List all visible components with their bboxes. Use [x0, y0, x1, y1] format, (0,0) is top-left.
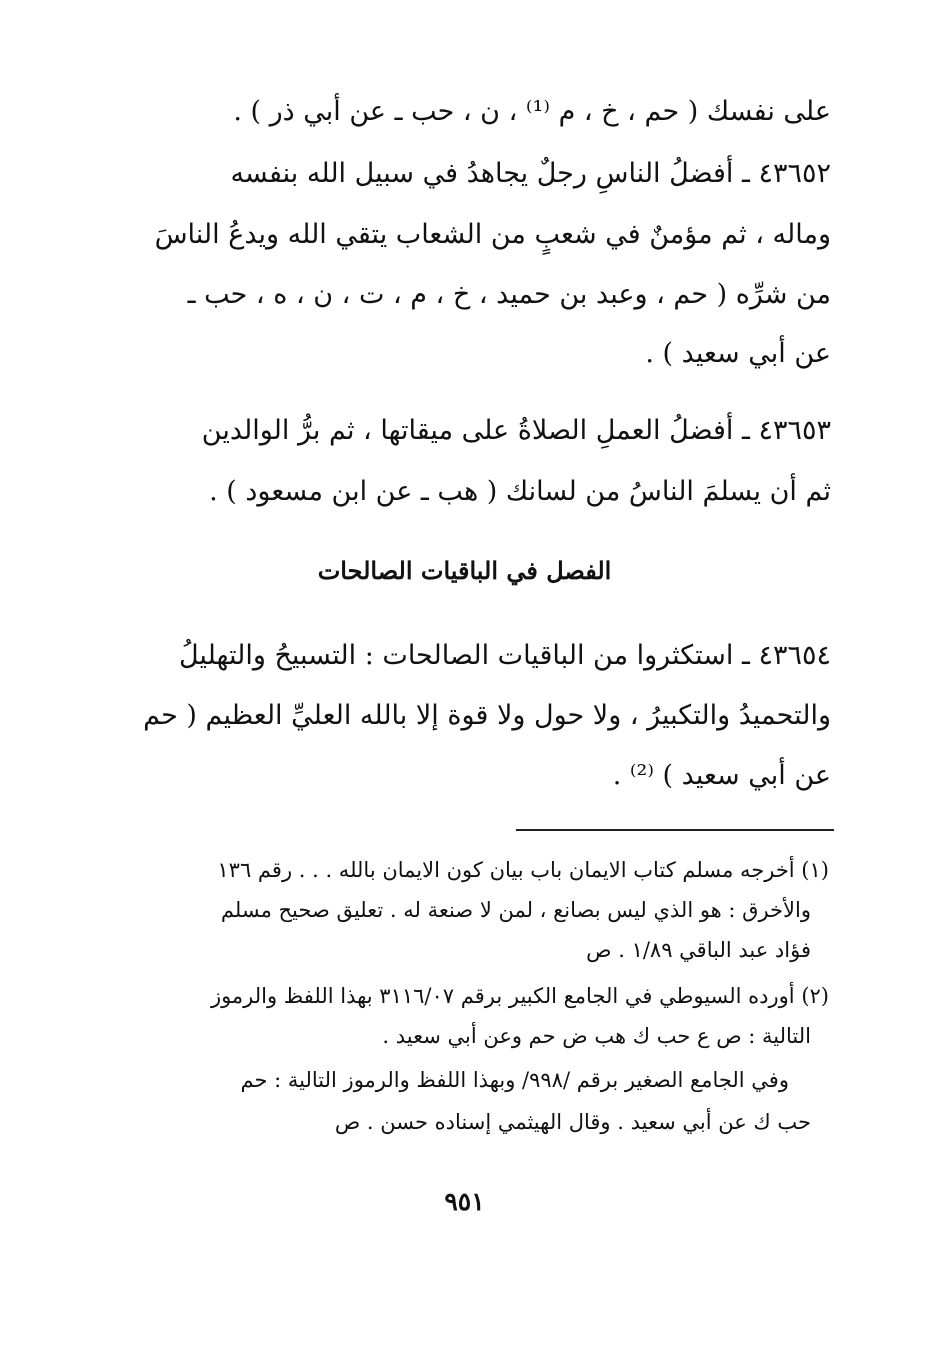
text-line: ٤٣٦٥٢ ـ أفضلُ الناسِ رجلٌ يجاهدُ في سبيل الله بنفسه — [230, 158, 831, 189]
footnote-line: التالية : ص ع حب ك هب ض حم وعن أبي سعيد . — [382, 1024, 811, 1048]
footnote-line: فؤاد عبد الباقي ١/٨٩ . ص — [586, 938, 811, 962]
text-line: على نفسك ( حم ، خ ، م ⁽¹⁾ ، ن ، حب ـ عن أبي ذر ) . — [233, 96, 831, 127]
text-line: وماله ، ثم مؤمنٌ في شعبٍ من الشعاب يتقي الله ويدعُ الناسَ — [154, 219, 831, 250]
footnote-line: وفي الجامع الصغير برقم /٩٩٨/ وبهذا اللفظ والرموز التالية : حم — [240, 1068, 789, 1092]
text-line: من شرِّه ( حم ، وعبد بن حميد ، خ ، م ، ت ، ن ، ه ، حب ـ — [187, 279, 831, 310]
page-number: ٩٥١ — [444, 1187, 485, 1216]
footnote-line: (١) أخرجه مسلم كتاب الايمان باب بيان كون الايمان بالله . . . رقم ١٣٦ — [217, 858, 829, 882]
text-line: والتحميدُ والتكبيرُ ، ولا حول ولا قوة إلا بالله العليِّ العظيم ( حم — [143, 700, 831, 731]
footnote-line: (٢) أورده السيوطي في الجامع الكبير برقم ٣١١٦/٠٧ بهذا اللفظ والرموز — [210, 984, 829, 1008]
section-heading: الفصل في الباقيات الصالحات — [317, 556, 612, 585]
footnote-line: حب ك عن أبي سعيد . وقال الهيثمي إسناده حسن . ص — [334, 1110, 811, 1134]
footnote-line: والأخرق : هو الذي ليس بصانع ، لمن لا صنعة له . تعليق صحيح مسلم — [220, 898, 811, 922]
text-line: عن أبي سعيد ) . — [645, 338, 831, 369]
footnote-divider — [516, 829, 834, 831]
text-line: ثم أن يسلمَ الناسُ من لسانك ( هب ـ عن ابن مسعود ) . — [209, 476, 831, 507]
text-line: ٤٣٦٥٣ ـ أفضلُ العملِ الصلاةُ على ميقاتها ، ثم برُّ الوالدين — [201, 415, 831, 446]
text-line: ٤٣٦٥٤ ـ استكثروا من الباقيات الصالحات : التسبيحُ والتهليلُ — [178, 640, 831, 671]
text-line: عن أبي سعيد ) ⁽²⁾ . — [612, 760, 831, 791]
